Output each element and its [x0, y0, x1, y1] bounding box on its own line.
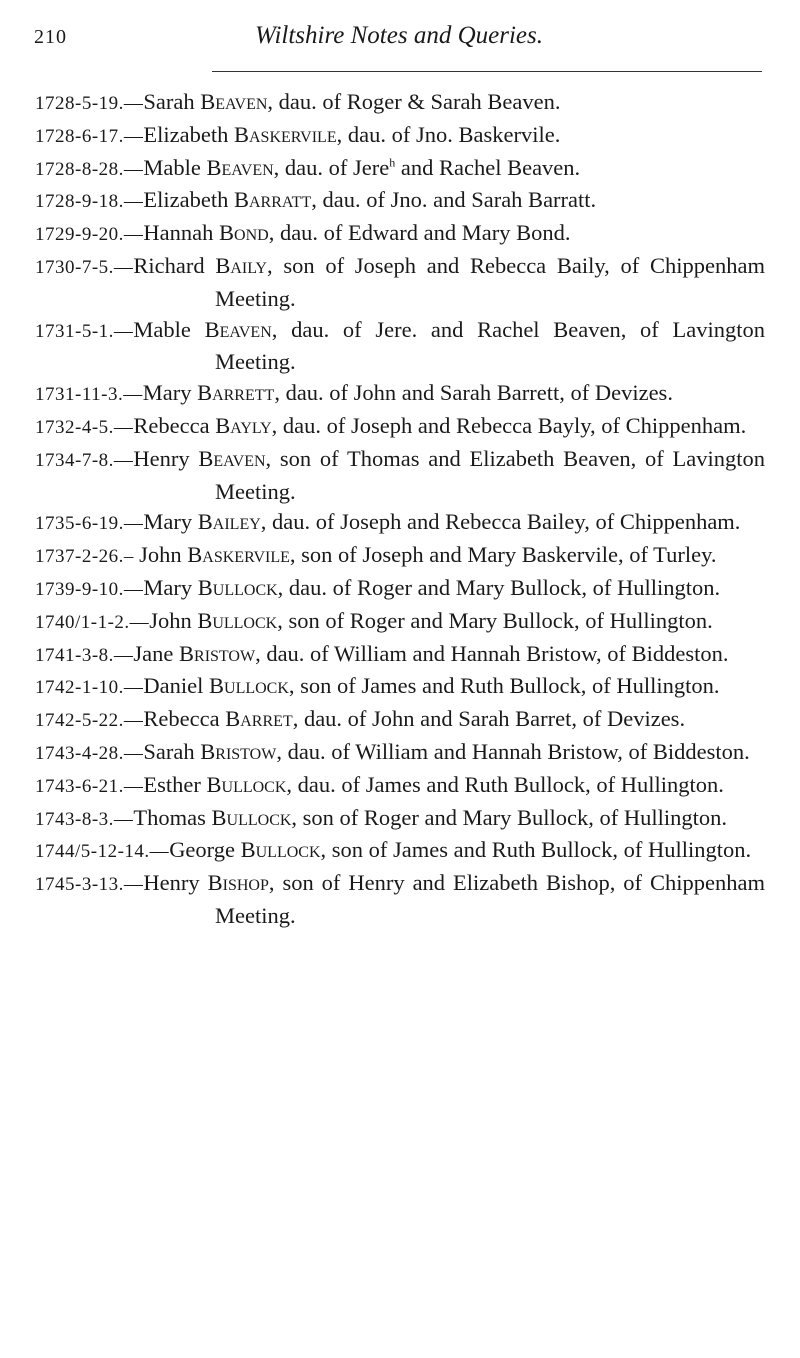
- surname: Beaven: [198, 445, 266, 471]
- surname: Baskervile: [234, 121, 337, 147]
- register-entry: [35, 639, 765, 672]
- given-name: Sarah: [143, 738, 201, 764]
- entry-text: , dau. of Joseph and Rebecca Bayly, of Chippenham.: [271, 412, 747, 438]
- entry-date: 1740/1-1-2.—: [35, 611, 150, 633]
- surname: Bailey: [197, 509, 261, 535]
- given-name: John: [149, 607, 198, 633]
- entry-date: 1729-9-20.—: [35, 224, 144, 246]
- entry-date: 1745-3-13.—: [35, 874, 144, 896]
- entry-text: , dau. of John and Sarah Barret, of Devizes.: [292, 706, 686, 732]
- surname: Barret: [225, 706, 293, 732]
- entry-text: , dau. of William and Hannah Bristow, of Biddeston.: [276, 738, 750, 764]
- register-entry: [35, 606, 765, 639]
- register-entry: [35, 251, 765, 315]
- surname: Bond: [219, 220, 269, 246]
- entry-text: , dau. of Joseph and Rebecca Bailey, of Chippenham.: [260, 509, 741, 535]
- entry-text: , dau. of Roger & Sarah Beaven.: [267, 89, 561, 114]
- given-name: Henry: [143, 870, 208, 896]
- entry-date: 1739-9-10.—: [35, 578, 144, 600]
- given-name: Elizabeth: [143, 121, 234, 147]
- given-name: Thomas: [133, 804, 212, 830]
- surname: Bristow: [179, 640, 256, 666]
- surname: Baily: [215, 252, 267, 278]
- given-name: Daniel: [143, 673, 210, 699]
- surname: Beaven: [206, 154, 274, 180]
- entry-text: , dau. of Edward and Mary Bond.: [268, 220, 571, 246]
- entry-text: , dau. of Jno. Baskervile.: [336, 121, 561, 147]
- entry-date: 1742-5-22.—: [35, 710, 144, 732]
- entry-text: , dau. of Roger and Mary Bullock, of Hullington.: [277, 574, 721, 600]
- given-name: Mary: [142, 380, 198, 406]
- given-name: Hannah: [143, 220, 220, 246]
- entry-text: , dau. of William and Hannah Bristow, of Biddeston.: [255, 640, 729, 666]
- register-entry: [35, 411, 765, 444]
- entry-text: , son of Henry and Elizabeth Bishop, of Chippenham Meeting.: [215, 870, 765, 928]
- given-name: Mable: [133, 316, 205, 342]
- register-entry: [35, 507, 765, 540]
- register-entry: [35, 704, 765, 737]
- entry-text: , son of James and Ruth Bullock, of Hullington.: [288, 673, 720, 699]
- register-entry: [35, 444, 765, 508]
- given-name: Elizabeth: [143, 187, 234, 213]
- entry-date: 1732-4-5.—: [35, 416, 134, 438]
- register-entry: [35, 835, 765, 868]
- entry-date: 1731-5-1.—: [35, 320, 134, 342]
- entry-text: , son of James and Ruth Bullock, of Hullington.: [320, 837, 752, 863]
- surname: Bullock: [211, 804, 292, 830]
- entry-date: 1743-8-3.—: [35, 808, 134, 830]
- given-name: Rebecca: [133, 412, 216, 438]
- entry-text: , son of Joseph and Rebecca Baily, of Chippenham Meeting.: [215, 252, 765, 311]
- birth-register-entries: [35, 87, 765, 932]
- surname: Barratt: [234, 187, 312, 213]
- entry-text: , son of Joseph and Mary Baskervile, of Turley.: [289, 542, 717, 568]
- given-name: Rebecca: [143, 706, 226, 732]
- surname: Bullock: [240, 837, 321, 863]
- register-entry: [35, 218, 765, 251]
- register-entry: [35, 770, 765, 803]
- register-entry: [35, 378, 765, 411]
- register-entry: [35, 153, 765, 186]
- entry-text: , dau. of John and Sarah Barrett, of Devizes.: [274, 380, 673, 406]
- header-rule: [212, 71, 762, 72]
- surname: Bullock: [197, 607, 278, 633]
- entry-date: 1742-1-10.—: [35, 677, 144, 699]
- surname: Bayly: [215, 412, 272, 438]
- superscript: h: [389, 155, 396, 170]
- register-entry: [35, 868, 765, 932]
- entry-date: 1741-3-8.—: [35, 644, 134, 666]
- entry-text: , dau. of Jere: [273, 154, 390, 180]
- page-number: 210: [34, 26, 67, 48]
- register-entry: [35, 737, 765, 770]
- register-entry: [35, 87, 765, 120]
- surname: Bishop: [207, 870, 269, 896]
- entry-text: and Rachel Beaven.: [395, 154, 581, 180]
- given-name: George: [169, 837, 241, 863]
- entry-text: , dau. of James and Ruth Bullock, of Hullington.: [286, 771, 724, 797]
- entry-date: 1744/5-12-14.—: [35, 841, 170, 863]
- surname: Barrett: [197, 380, 275, 406]
- entry-date: 1728-5-19.—: [35, 93, 144, 114]
- entry-date: 1728-6-17.—: [35, 125, 144, 147]
- entry-date: 1737-2-26.–: [35, 546, 140, 568]
- surname: Bullock: [209, 673, 289, 699]
- running-title: Wiltshire Notes and Queries.: [255, 22, 543, 49]
- entry-text: , dau. of Jno. and Sarah Barratt.: [311, 187, 597, 213]
- register-entry: [35, 671, 765, 704]
- surname: Bullock: [197, 574, 278, 600]
- entry-text: , son of Thomas and Elizabeth Beaven, of Lavington Meeting.: [215, 445, 765, 504]
- given-name: Henry: [133, 445, 199, 471]
- surname: Beaven: [204, 316, 272, 342]
- surname: Beaven: [200, 89, 268, 114]
- given-name: Mary: [143, 574, 198, 600]
- given-name: Esther: [143, 771, 207, 797]
- register-entry: [35, 573, 765, 606]
- entry-date: 1728-8-28.—: [35, 158, 144, 180]
- given-name: Mable: [143, 154, 207, 180]
- entry-date: 1735-6-19.—: [35, 513, 144, 535]
- entry-text: , dau. of Jere. and Rachel Beaven, of Lavington Meeting.: [215, 316, 765, 375]
- given-name: John: [139, 542, 188, 568]
- register-entry: [35, 120, 765, 153]
- register-entry: [35, 315, 765, 379]
- entry-date: 1734-7-8.—: [35, 449, 134, 471]
- surname: Bullock: [206, 771, 287, 797]
- given-name: Mary: [143, 509, 198, 535]
- entry-date: 1730-7-5.—: [35, 256, 134, 278]
- entry-date: 1731-11-3.—: [35, 384, 143, 406]
- register-entry: [35, 185, 765, 218]
- given-name: Jane: [133, 640, 180, 666]
- entry-date: 1743-6-21.—: [35, 775, 144, 797]
- entry-date: 1728-9-18.—: [35, 191, 144, 213]
- given-name: Sarah: [143, 89, 201, 114]
- register-entry: [35, 803, 765, 836]
- page-header: [34, 18, 764, 58]
- given-name: Richard: [133, 252, 216, 278]
- entry-date: 1743-4-28.—: [35, 742, 144, 764]
- entry-text: , son of Roger and Mary Bullock, of Hullington.: [291, 804, 727, 830]
- surname: Baskervile: [187, 542, 290, 568]
- entry-text: , son of Roger and Mary Bullock, of Hullington.: [277, 607, 713, 633]
- register-entry: [35, 540, 765, 573]
- surname: Bristow: [200, 738, 277, 764]
